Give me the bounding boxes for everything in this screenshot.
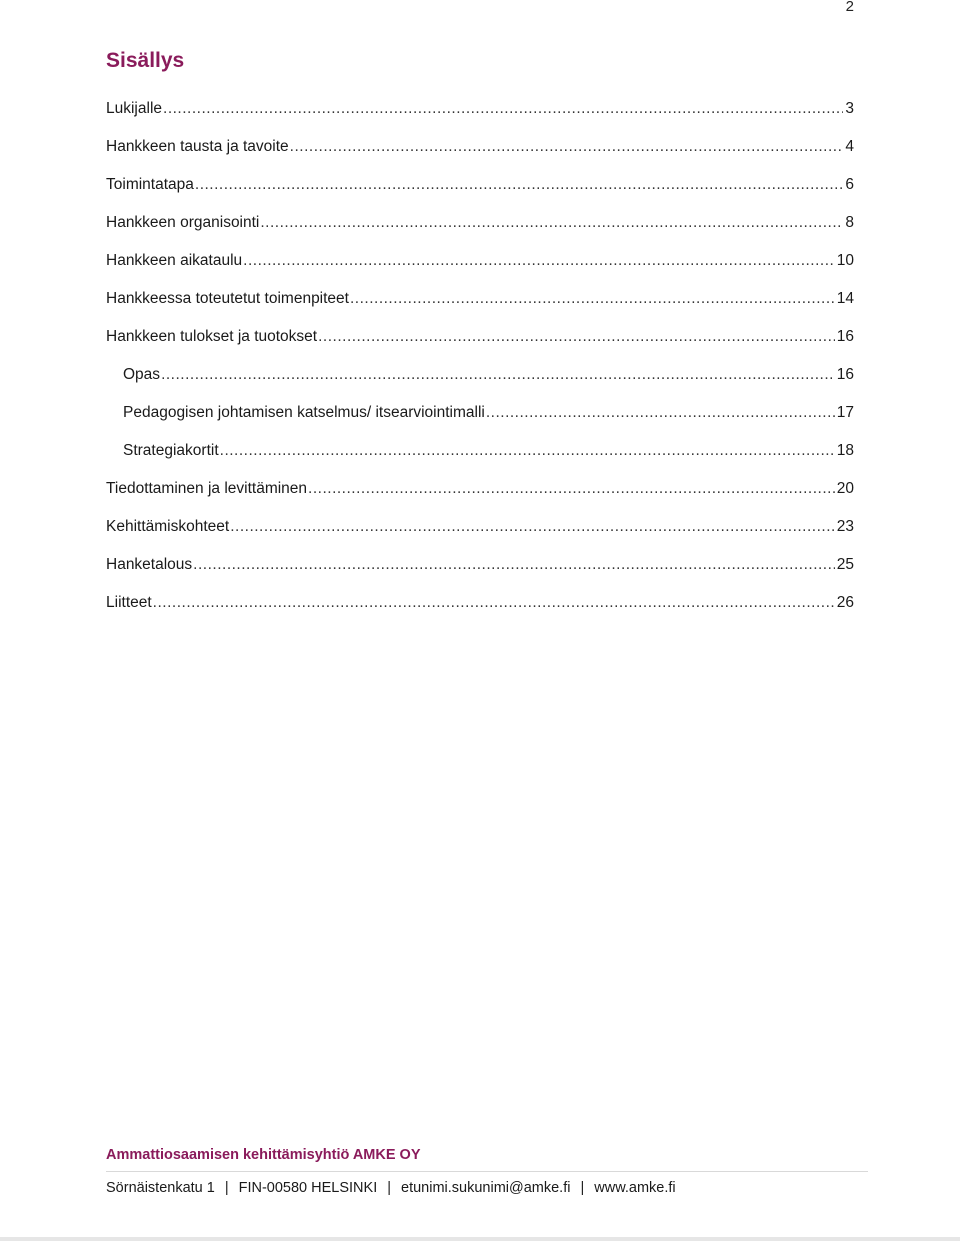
footer-postal: FIN-00580 HELSINKI (238, 1180, 378, 1196)
toc-dot-leader (230, 518, 835, 536)
toc-entry[interactable] (106, 556, 854, 594)
table-of-contents (106, 100, 854, 632)
toc-entry[interactable] (106, 214, 854, 252)
toc-dot-leader (260, 214, 843, 232)
footer-address (106, 1180, 676, 1196)
toc-entry-page-number[interactable]: 14 (836, 290, 854, 307)
toc-entry-page-number[interactable]: 6 (845, 176, 854, 193)
toc-entry-label[interactable]: Opas (123, 366, 161, 383)
toc-entry[interactable] (106, 594, 854, 632)
page-bottom-edge (0, 1237, 960, 1241)
footer-email-link[interactable]: etunimi.sukunimi@amke.fi (401, 1180, 571, 1196)
toc-entry-label[interactable]: Lukijalle (106, 100, 163, 117)
toc-entry-label[interactable]: Hankkeen aikataulu (106, 252, 243, 269)
toc-entry[interactable] (106, 176, 854, 214)
toc-dot-leader (220, 442, 835, 460)
footer-divider (106, 1171, 868, 1172)
toc-entry-label[interactable]: Hankkeen tulokset ja tuotokset (106, 328, 318, 345)
toc-dot-leader (308, 480, 835, 498)
toc-dot-leader (161, 366, 835, 384)
page-number: 2 (845, 0, 854, 15)
toc-entry-page-number[interactable]: 17 (836, 404, 854, 421)
toc-entry-page-number[interactable]: 8 (845, 214, 854, 231)
footer-website-link[interactable]: www.amke.fi (594, 1180, 676, 1196)
footer-separator: | (224, 1180, 229, 1196)
toc-entry-page-number[interactable]: 16 (836, 366, 854, 383)
footer-separator: | (387, 1180, 392, 1196)
toc-title: Sisällys (106, 49, 185, 72)
toc-entry[interactable] (106, 442, 854, 480)
toc-entry-label[interactable]: Toimintatapa (106, 176, 194, 193)
footer-street: Sörnäistenkatu 1 (106, 1180, 215, 1196)
footer-organization: Ammattiosaamisen kehittämisyhtiö AMKE OY (106, 1147, 421, 1163)
toc-dot-leader (290, 138, 844, 156)
toc-entry-label[interactable]: Hankkeen organisointi (106, 214, 260, 231)
toc-entry[interactable] (106, 518, 854, 556)
toc-entry-label[interactable]: Hanketalous (106, 556, 193, 573)
toc-entry-page-number[interactable]: 23 (836, 518, 854, 535)
toc-dot-leader (486, 404, 835, 422)
toc-entry-page-number[interactable]: 3 (845, 100, 854, 117)
toc-entry-page-number[interactable]: 18 (836, 442, 854, 459)
toc-entry[interactable] (106, 366, 854, 404)
toc-entry[interactable] (106, 328, 854, 366)
toc-dot-leader (153, 594, 835, 612)
toc-entry-page-number[interactable]: 26 (836, 594, 854, 611)
toc-entry-label[interactable]: Tiedottaminen ja levittäminen (106, 480, 308, 497)
toc-entry-page-number[interactable]: 16 (836, 328, 854, 345)
toc-entry-label[interactable]: Pedagogisen johtamisen katselmus/ itsearviointimalli (123, 404, 485, 421)
toc-entry[interactable] (106, 100, 854, 138)
toc-entry-label[interactable]: Hankkeessa toteutetut toimenpiteet (106, 290, 349, 307)
toc-entry[interactable] (106, 404, 854, 442)
toc-entry[interactable] (106, 480, 854, 518)
toc-entry[interactable] (106, 252, 854, 290)
toc-entry[interactable] (106, 138, 854, 176)
toc-entry-page-number[interactable]: 20 (836, 480, 854, 497)
toc-dot-leader (318, 328, 835, 346)
toc-dot-leader (193, 556, 835, 574)
toc-entry-label[interactable]: Strategiakortit (123, 442, 219, 459)
toc-dot-leader (163, 100, 843, 118)
toc-entry-page-number[interactable]: 10 (836, 252, 854, 269)
footer-separator: | (580, 1180, 585, 1196)
toc-entry-page-number[interactable]: 25 (836, 556, 854, 573)
toc-entry-label[interactable]: Kehittämiskohteet (106, 518, 230, 535)
toc-dot-leader (350, 290, 835, 308)
toc-entry[interactable] (106, 290, 854, 328)
toc-dot-leader (243, 252, 835, 270)
toc-entry-label[interactable]: Hankkeen tausta ja tavoite (106, 138, 289, 155)
toc-entry-label[interactable]: Liitteet (106, 594, 152, 611)
toc-entry-page-number[interactable]: 4 (845, 138, 854, 155)
toc-dot-leader (195, 176, 843, 194)
